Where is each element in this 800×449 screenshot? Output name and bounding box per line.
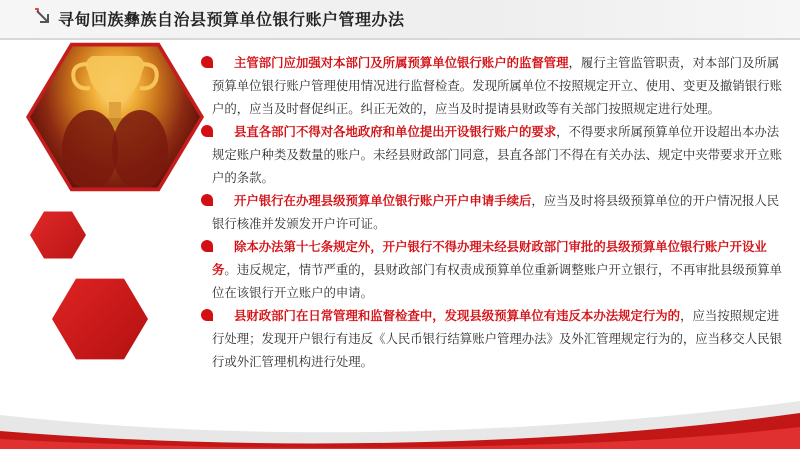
page-title: 寻甸回族彝族自治县预算单位银行账户管理办法: [58, 10, 405, 29]
paragraph-5-highlight: 县财政部门在日常管理和监督检查中，发现县级预算单位有违反本办法规定行为的: [234, 308, 681, 323]
red-bullet-icon: [200, 239, 216, 253]
title-arrow-icon: [34, 8, 52, 26]
red-bullet-icon: [200, 308, 216, 322]
paragraph-4-text: 。违反规定，情节严重的，县财政部门有权责成预算单位重新调整账户开立银行，不再审批县级预算单位在该银行开立账户的申请。: [212, 262, 782, 300]
paragraph-2-highlight: 县直各部门不得对各地政府和单位提出开设银行账户的要求: [234, 124, 557, 139]
paragraph-2: [212, 120, 784, 189]
red-bullet-icon: [200, 193, 216, 207]
paragraph-1-highlight: 主管部门应加强对本部门及所属预算单位银行账户的监督管理: [234, 55, 569, 70]
paragraph-1: [212, 51, 784, 120]
paragraph-3: [212, 189, 784, 235]
paragraph-5-text: ，应当按照规定进行处理；发现开户银行有违反《人民币银行结算账户管理办法》及外汇管理规定行为的，应当移交人民银行或外汇管理机构进行处理。: [212, 308, 782, 369]
paragraph-3-text: ，应当及时将县级预算单位的开户情况报人民银行核准并发颁发开户许可证。: [212, 193, 780, 231]
paragraph-3-highlight: 开户银行在办理县级预算单位银行账户开户申请手续后: [234, 193, 532, 208]
red-bullet-icon: [200, 124, 216, 138]
decorative-hexagon-small: [30, 210, 86, 260]
bottom-decorative-wave: [0, 379, 800, 449]
article-body: [212, 51, 784, 373]
trophy-icon: [30, 42, 200, 192]
paragraph-2-text: ，不得要求所属预算单位开设超出本办法规定账户种类及数量的账户。未经县财政部门同意，县直各部门不得在有关办法、规定中夹带要求开立账户的条款。: [212, 124, 782, 185]
paragraph-5: [212, 304, 784, 373]
trophy-photo: [30, 42, 200, 192]
decorative-hexagon-medium: [52, 276, 148, 362]
paragraph-1-text: ，履行主管监管职责，对本部门及所属预算单位银行账户管理使用情况进行监督检查。发现所属单位不按照规定开立、使用、变更及撤销银行账户的，应当及时督促纠正。纠正无效的，应当及时提请县财政等有关部门按照规定进行处理。: [212, 55, 782, 116]
title-bar: [0, 0, 800, 40]
paragraph-4-highlight: 除本办法第十七条规定外，开户银行不得办理未经县财政部门审批的县级预算单位银行账户开设业务: [212, 239, 767, 277]
red-bullet-icon: [200, 55, 216, 69]
paragraph-4: [212, 235, 784, 304]
